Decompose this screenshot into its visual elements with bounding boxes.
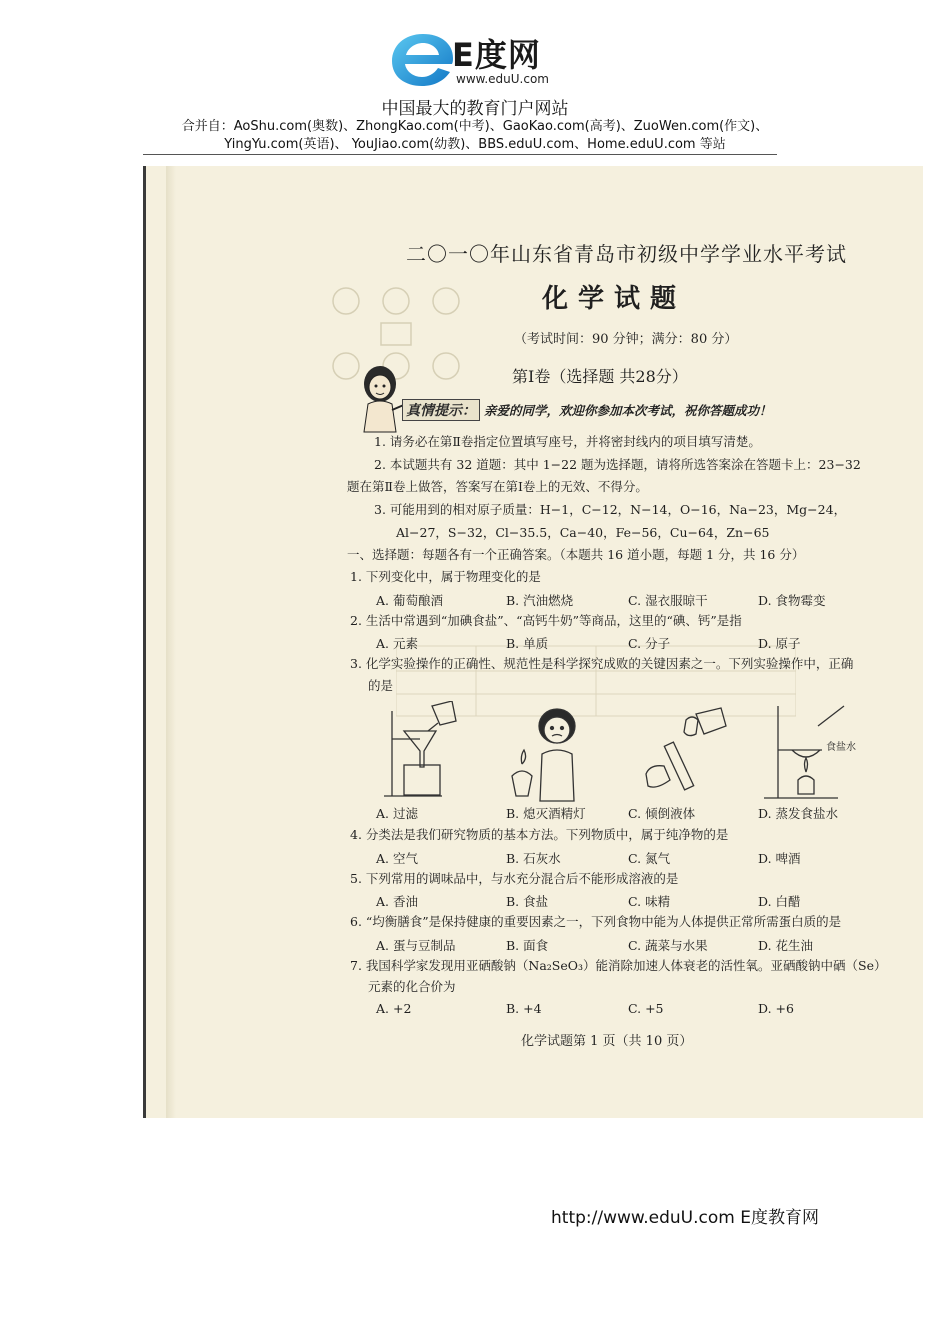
q6-option-a[interactable]: A. 蛋与豆制品 — [376, 938, 456, 953]
question-3: 3. 化学实验操作的正确性、规范性是科学探究成败的关键因素之一。下列实验操作中，正确 — [350, 656, 854, 671]
q6-option-c[interactable]: C. 蔬菜与水果 — [628, 938, 708, 953]
note-1: 1. 请务必在第Ⅱ卷指定位置填写座号，并将密封线内的项目填写清楚。 — [374, 434, 761, 449]
logo-text: E度网 — [452, 36, 541, 74]
q7-option-b[interactable]: B. +4 — [506, 1001, 542, 1016]
exam-subject: 化学试题 — [542, 284, 687, 314]
site-logo[interactable] — [388, 28, 568, 90]
partner-sites-line-2[interactable]: YingYu.com(英语)、 YouJiao.com(幼教)、BBS.eduU.com、Home.eduU.com 等站 — [224, 137, 726, 152]
part-one-heading: 一、选择题：每题各有一个正确答案。（本题共 16 道小题，每题 1 分，共 16 分） — [347, 547, 805, 562]
question-4: 4. 分类法是我们研究物质的基本方法。下列物质中，属于纯净物的是 — [350, 827, 729, 842]
scanned-exam-page — [143, 166, 923, 1118]
question-7-cont: 元素的化合价为 — [368, 979, 456, 994]
question-6: 6. “均衡膳食”是保持健康的重要因素之一，下列食物中能为人体提供正常所需蛋白质的是 — [350, 914, 842, 929]
q5-option-d[interactable]: D. 白醋 — [758, 894, 801, 909]
q2-option-b[interactable]: B. 单质 — [506, 636, 549, 651]
q1-option-a[interactable]: A. 葡萄酿酒 — [376, 593, 443, 608]
question-2: 2. 生活中常遇到“加碘食盐”、“高钙牛奶”等商品，这里的“碘、钙”是指 — [350, 613, 742, 628]
logo-url: www.eduU.com — [456, 72, 549, 86]
question-3-cont: 的是 — [368, 678, 394, 693]
partner-sites — [130, 118, 820, 154]
q7-option-d[interactable]: D. +6 — [758, 1001, 794, 1016]
q7-option-c[interactable]: C. +5 — [628, 1001, 664, 1016]
q7-option-a[interactable]: A. +2 — [376, 1001, 412, 1016]
q2-option-a[interactable]: A. 元素 — [376, 636, 418, 651]
partner-sites-line-1[interactable]: 合并自：AoShu.com(奥数)、ZhongKao.com(中考)、GaoKao.com(高考)、ZuoWen.com(作文)、 — [181, 119, 769, 134]
q3-option-b[interactable]: B. 熄灭酒精灯 — [506, 806, 586, 821]
note-2: 2. 本试题共有 32 道题：其中 1−22 题为选择题，请将所选答案涂在答题卡上：23−32 — [374, 457, 861, 472]
pouring-liquid-icon — [626, 704, 736, 804]
footer-link[interactable]: http://www.eduU.com E度教育网 — [551, 1208, 819, 1228]
q1-option-d[interactable]: D. 食物霉变 — [758, 593, 826, 608]
q3-option-c[interactable]: C. 倾倒液体 — [628, 806, 696, 821]
question-7: 7. 我国科学家发现用亚硒酸钠（Na₂SeO₃）能消除加速人体衰老的活性氧。亚硒酸钠中硒（Se） — [350, 958, 887, 973]
q4-option-a[interactable]: A. 空气 — [376, 851, 418, 866]
question-5: 5. 下列常用的调味品中，与水充分混合后不能形成溶液的是 — [350, 871, 679, 886]
alcohol-lamp-boy-icon — [502, 706, 612, 806]
q4-option-b[interactable]: B. 石灰水 — [506, 851, 561, 866]
q6-option-d[interactable]: D. 花生油 — [758, 938, 814, 953]
tip-label: 真情提示： — [402, 399, 480, 421]
e-logo-icon — [388, 28, 458, 90]
exam-page-footer: 化学试题第 1 页（共 10 页） — [521, 1034, 693, 1049]
tagline: 中国最大的教育门户网站 — [381, 99, 569, 119]
q5-option-b[interactable]: B. 食盐 — [506, 894, 549, 909]
apparatus-label: 食盐水 — [826, 742, 856, 753]
header-divider — [143, 154, 777, 155]
student-cartoon-icon — [352, 362, 408, 434]
q5-option-c[interactable]: C. 味精 — [628, 894, 671, 909]
note-2-cont: 题在第Ⅱ卷上做答，答案写在第Ⅰ卷上的无效、不得分。 — [347, 479, 648, 494]
note-3-cont: Al−27，S−32，Cl−35.5，Ca−40，Fe−56，Cu−64，Zn−65 — [396, 525, 770, 540]
q3-option-d[interactable]: D. 蒸发食盐水 — [758, 806, 839, 821]
q2-option-c[interactable]: C. 分子 — [628, 636, 671, 651]
exam-duration: （考试时间：90 分钟；满分：80 分） — [514, 332, 738, 347]
q5-option-a[interactable]: A. 香油 — [376, 894, 418, 909]
section-heading: 第Ⅰ卷（选择题 共28分） — [512, 367, 688, 386]
q1-option-c[interactable]: C. 湿衣服晾干 — [628, 593, 708, 608]
exam-title: 二〇一〇年山东省青岛市初级中学学业水平考试 — [406, 242, 847, 266]
q4-option-c[interactable]: C. 氮气 — [628, 851, 671, 866]
exam-paper — [146, 166, 926, 1118]
q1-option-b[interactable]: B. 汽油燃烧 — [506, 593, 574, 608]
q3-option-a[interactable]: A. 过滤 — [376, 806, 418, 821]
q2-option-d[interactable]: D. 原子 — [758, 636, 801, 651]
tip-text: 亲爱的同学，欢迎你参加本次考试，祝你答题成功！ — [484, 403, 772, 418]
q6-option-b[interactable]: B. 面食 — [506, 938, 549, 953]
filtration-apparatus-icon — [382, 701, 472, 801]
note-3: 3. 可能用到的相对原子质量：H−1，C−12，N−14，O−16，Na−23，Mg−24， — [374, 502, 847, 517]
q4-option-d[interactable]: D. 啤酒 — [758, 851, 801, 866]
question-1: 1. 下列变化中，属于物理变化的是 — [350, 569, 541, 584]
